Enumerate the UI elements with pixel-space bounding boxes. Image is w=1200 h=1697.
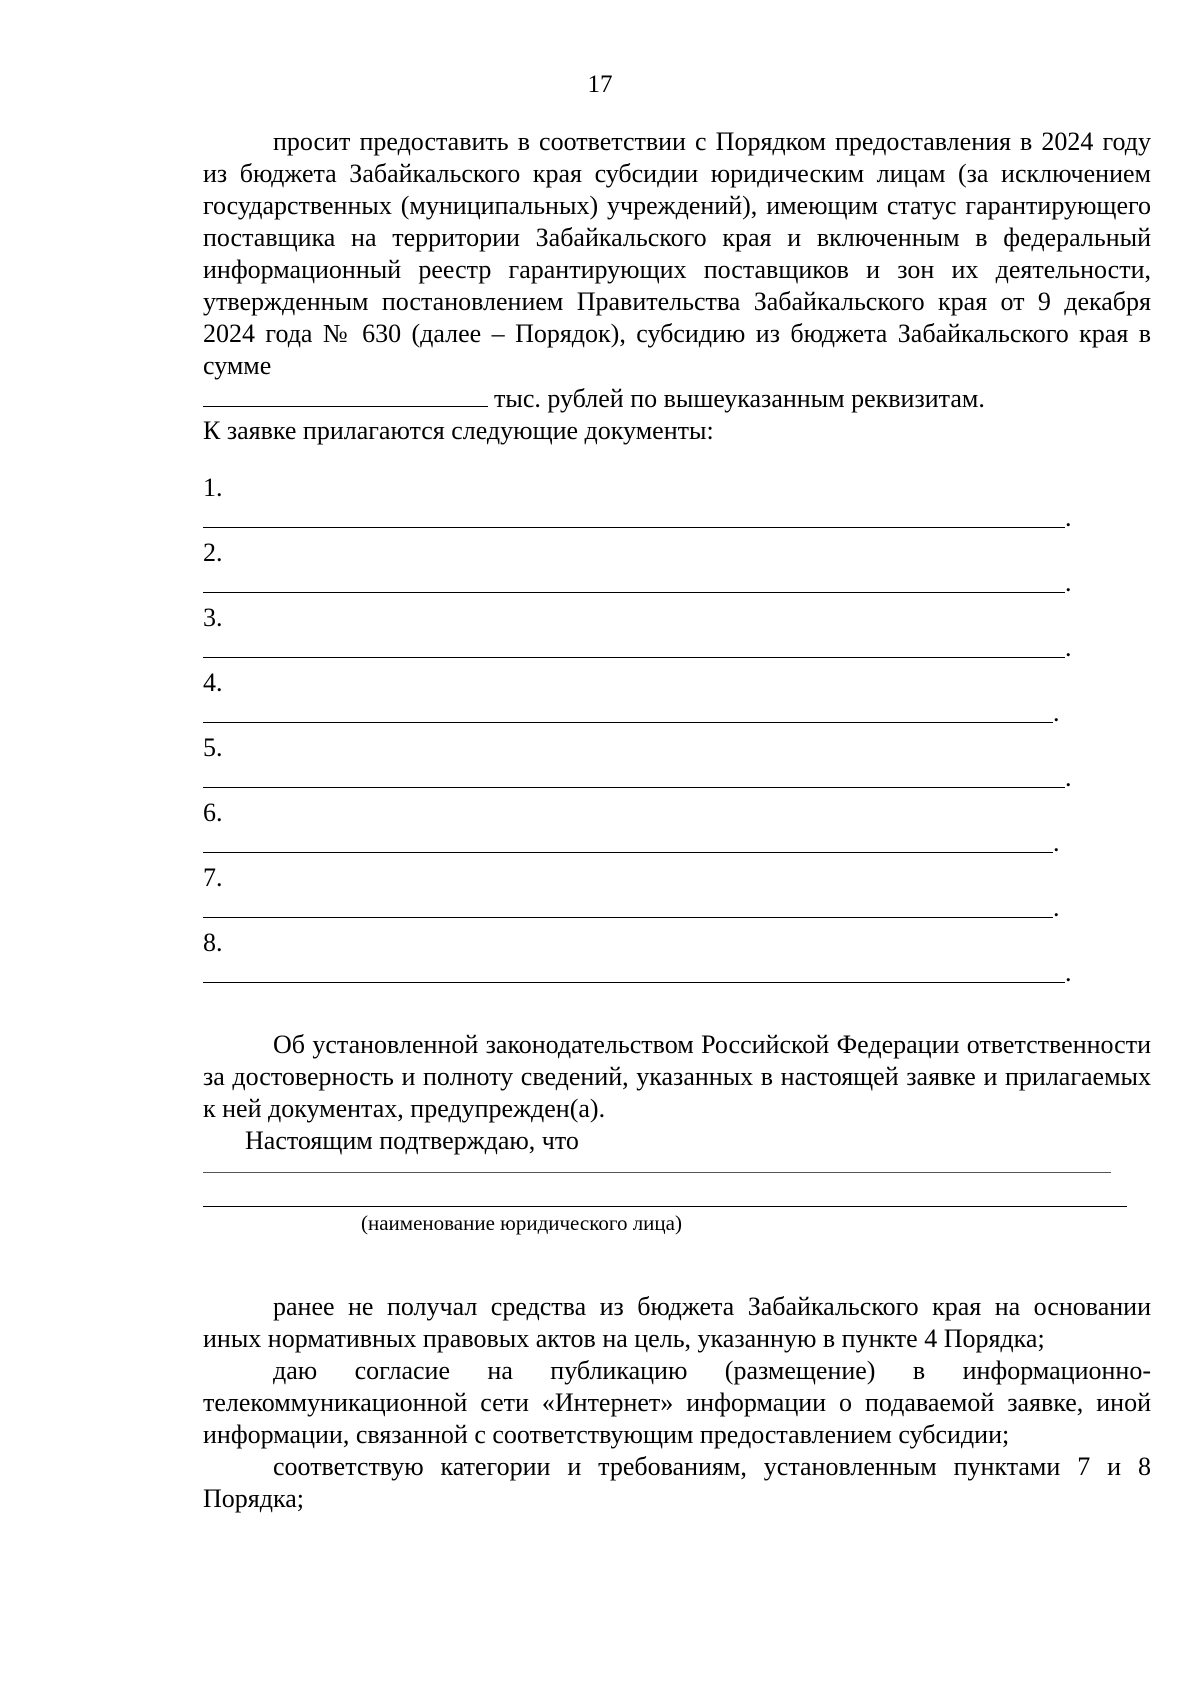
attachment-blank-line[interactable] <box>203 657 1065 658</box>
amount-suffix: тыс. рублей по вышеуказанным реквизитам. <box>494 384 985 413</box>
attachment-item-4 <box>203 664 1151 729</box>
amount-blank-field[interactable] <box>203 382 488 407</box>
confirm-intro: Настоящим подтверждаю, что <box>245 1126 579 1155</box>
attachment-item-3 <box>203 599 1151 664</box>
attachment-number: 6. <box>203 798 223 827</box>
attachment-number: 8. <box>203 928 223 957</box>
attachment-number: 5. <box>203 733 223 762</box>
confirmation-item: даю согласие на публикацию (размещение) в информационно-телекоммуникационной сети «Интернет» информации о подаваемой заявке, иной информации, связанной с соответствующим предоставлением субсидии; <box>203 1356 1151 1449</box>
attachment-end-dot: . <box>1065 503 1072 532</box>
attachment-item-6 <box>203 794 1151 859</box>
attachment-item-1 <box>203 469 1151 534</box>
document-body <box>203 126 1151 1515</box>
entity-caption: (наименование юридического лица) <box>361 1211 682 1235</box>
attachment-blank-line[interactable] <box>203 982 1065 983</box>
attachment-end-dot: . <box>1053 893 1060 922</box>
attachment-blank-line[interactable] <box>203 592 1065 593</box>
request-paragraph <box>203 126 1151 382</box>
attachment-end-dot: . <box>1065 568 1072 597</box>
attachments-list <box>203 469 1151 989</box>
attachment-item-8 <box>203 924 1151 989</box>
attachment-number: 4. <box>203 668 223 697</box>
request-text: просит предоставить в соответствии с Порядком предоставления в 2024 году из бюджета Забайкальского края субсидии юридическим лицам (за исключением государственных (муниципальных) учреждений), имеющим статус гарантирующего поставщика на территории Забайкальского края и включенным в федеральный информационный реестр гарантирующих поставщиков и зон их деятельности, утвержденным постановлением Правительства Забайкальского края от 9 декабря 2024 года № 630 (далее – Порядок), субсидию из бюджета Забайкальского края в сумме <box>203 127 1151 380</box>
attachment-number: 3. <box>203 603 223 632</box>
attachment-item-2 <box>203 534 1151 599</box>
attachment-end-dot: . <box>1065 958 1072 987</box>
entity-blank-line-2[interactable] <box>203 1206 1127 1207</box>
attachment-end-dot: . <box>1053 828 1060 857</box>
attachments-heading: К заявке прилагаются следующие документы: <box>203 416 714 445</box>
attachment-blank-line[interactable] <box>203 527 1065 528</box>
attachment-item-5 <box>203 729 1151 794</box>
attachment-blank-line[interactable] <box>203 852 1053 853</box>
amount-row <box>203 382 1151 415</box>
attachment-blank-line[interactable] <box>203 722 1053 723</box>
attachment-number: 1. <box>203 473 223 502</box>
page-number: 17 <box>587 71 613 98</box>
attachment-number: 2. <box>203 538 223 567</box>
attachment-number: 7. <box>203 863 223 892</box>
liability-section <box>203 1029 1151 1237</box>
confirmations-section <box>203 1291 1151 1515</box>
attachment-end-dot: . <box>1065 633 1072 662</box>
attachment-blank-line[interactable] <box>203 787 1065 788</box>
attachment-blank-line[interactable] <box>203 917 1053 918</box>
attachment-end-dot: . <box>1053 698 1060 727</box>
liability-paragraph: Об установленной законодательством Российской Федерации ответственности за достоверность и полноту сведений, указанных в настоящей заявке и прилагаемых к ней документах, предупрежден(а). <box>203 1030 1151 1123</box>
entity-blank-line-1[interactable] <box>203 1172 1111 1173</box>
confirmation-item: ранее не получал средства из бюджета Забайкальского края на основании иных нормативных правовых актов на цель, указанную в пункте 4 Порядка; <box>203 1292 1151 1353</box>
entity-name-field <box>203 1157 1151 1237</box>
attachment-end-dot: . <box>1065 763 1072 792</box>
attachment-item-7 <box>203 859 1151 924</box>
confirmation-item: соответствую категории и требованиям, установленным пунктами 7 и 8 Порядка; <box>203 1452 1151 1513</box>
